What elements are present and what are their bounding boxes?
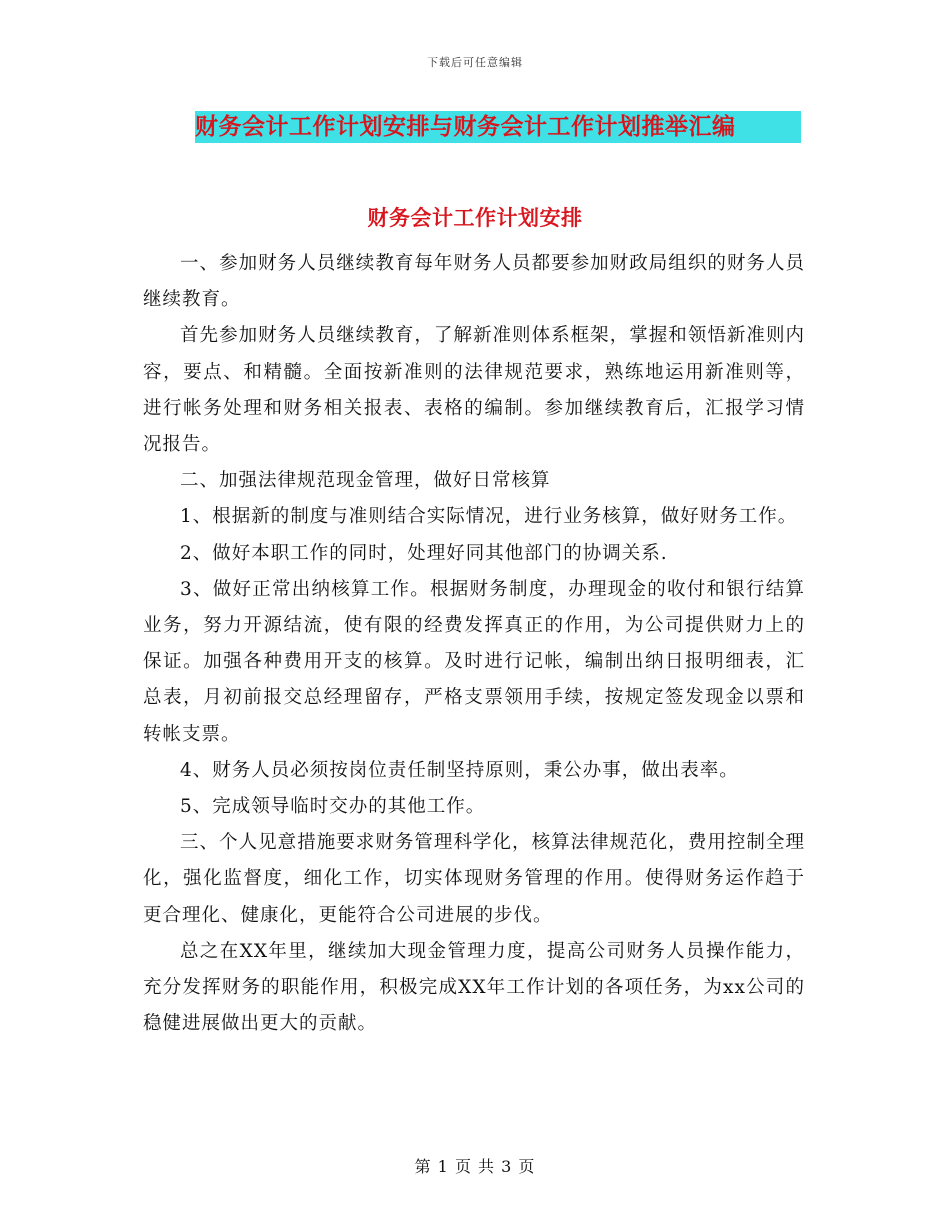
paragraph: 三、个人见意措施要求财务管理科学化，核算法律规范化，费用控制全理化，强化监督度，细化工作，切实体现财务管理的作用。使得财务运作趋于更合理化、健康化，更能符合公司进展的步伐。 <box>143 832 805 926</box>
paragraph: 5、完成领导临时交办的其他工作。 <box>180 796 486 818</box>
paragraph: 总之在XX年里，继续加大现金管理力度，提高公司财务人员操作能力，充分发挥财务的职能作用，积极完成XX年工作计划的各项任务，为xx公司的稳健进展做出更大的贡献。 <box>143 940 805 1035</box>
paragraph: 4、财务人员必须按岗位责任制坚持原则，秉公办事，做出表率。 <box>180 759 739 781</box>
page-header-note: 下载后可任意编辑 <box>427 56 523 69</box>
paragraph: 首先参加财务人员继续教育，了解新准则体系框架，掌握和领悟新准则内容，要点、和精髓。全面按新准则的法律规范要求，熟练地运用新准则等，进行帐务处理和财务相关报表、表格的编制。参加继续教育后，汇报学习情况报告。 <box>143 325 805 456</box>
page-number: 第 1 页 共 3 页 <box>414 1157 536 1176</box>
paragraph: 1、根据新的制度与准则结合实际情况，进行业务核算，做好财务工作。 <box>180 506 798 528</box>
paragraph: 2、做好本职工作的同时，处理好同其他部门的协调关系. <box>180 542 668 564</box>
paragraph: 二、加强法律规范现金管理，做好日常核算 <box>180 470 551 492</box>
section-title: 财务会计工作计划安排 <box>367 206 583 230</box>
paragraph: 一、参加财务人员继续教育每年财务人员都要参加财政局组织的财务人员继续教育。 <box>143 253 805 311</box>
main-title-highlight <box>195 111 801 143</box>
paragraph: 3、做好正常出纳核算工作。根据财务制度，办理现金的收付和银行结算业务，努力开源结流，使有限的经费发挥真正的作用，为公司提供财力上的保证。加强各种费用开支的核算。及时进行记帐，编制出纳日报明细表，汇总表，月初前报交总经理留存，严格支票领用手续，按规定签发现金以票和转帐支票。 <box>143 578 805 745</box>
document-body <box>143 246 805 1042</box>
main-title: 财务会计工作计划安排与财务会计工作计划推举汇编 <box>195 114 736 140</box>
